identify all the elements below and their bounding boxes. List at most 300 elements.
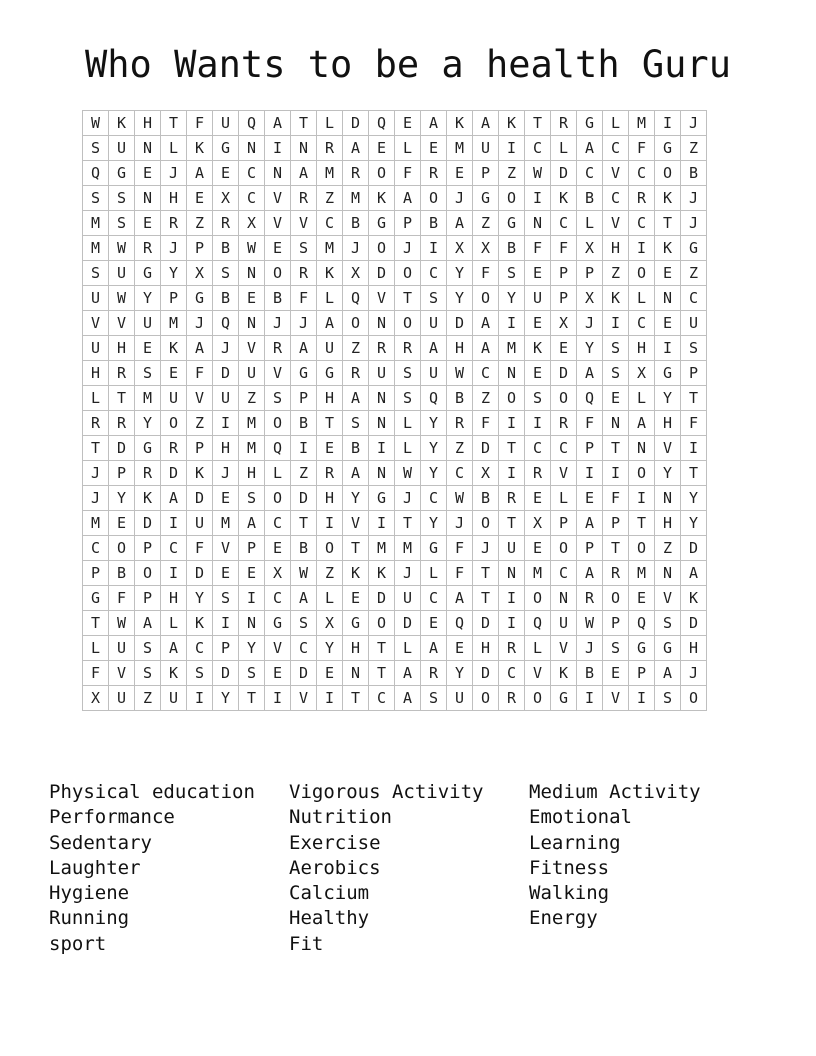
grid-cell: H <box>83 361 109 386</box>
grid-cell: Z <box>317 186 343 211</box>
grid-cell: P <box>161 286 187 311</box>
grid-cell: P <box>213 636 239 661</box>
grid-cell: N <box>603 411 629 436</box>
grid-cell: G <box>473 186 499 211</box>
grid-cell: P <box>83 561 109 586</box>
grid-cell: J <box>291 311 317 336</box>
grid-cell: T <box>343 536 369 561</box>
grid-cell: E <box>161 361 187 386</box>
grid-cell: S <box>109 211 135 236</box>
grid-cell: A <box>343 386 369 411</box>
grid-cell: W <box>577 611 603 636</box>
grid-cell: D <box>291 661 317 686</box>
grid-cell: O <box>629 261 655 286</box>
grid-cell: X <box>213 186 239 211</box>
grid-cell: O <box>551 386 577 411</box>
grid-cell: A <box>577 361 603 386</box>
grid-cell: T <box>681 386 707 411</box>
grid-cell: X <box>447 236 473 261</box>
grid-cell: H <box>681 636 707 661</box>
grid-row <box>83 211 707 236</box>
grid-cell: G <box>629 636 655 661</box>
grid-cell: Y <box>577 336 603 361</box>
grid-cell: J <box>395 486 421 511</box>
grid-cell: T <box>655 211 681 236</box>
grid-cell: L <box>525 636 551 661</box>
grid-cell: D <box>473 436 499 461</box>
grid-cell: C <box>551 561 577 586</box>
grid-cell: G <box>369 486 395 511</box>
grid-cell: K <box>317 261 343 286</box>
grid-cell: I <box>577 461 603 486</box>
grid-cell: Q <box>577 386 603 411</box>
grid-cell: Y <box>135 286 161 311</box>
grid-cell: C <box>551 436 577 461</box>
grid-cell: E <box>525 311 551 336</box>
grid-cell: J <box>447 186 473 211</box>
grid-cell: C <box>473 361 499 386</box>
grid-cell: N <box>239 611 265 636</box>
word-search-grid <box>82 110 707 711</box>
grid-cell: B <box>421 211 447 236</box>
grid-cell: P <box>551 511 577 536</box>
grid-cell: O <box>499 386 525 411</box>
grid-cell: O <box>551 536 577 561</box>
grid-cell: U <box>525 286 551 311</box>
grid-cell: C <box>629 211 655 236</box>
grid-cell: E <box>109 511 135 536</box>
grid-cell: J <box>83 461 109 486</box>
grid-cell: V <box>265 211 291 236</box>
grid-cell: O <box>655 161 681 186</box>
grid-cell: P <box>239 536 265 561</box>
grid-cell: S <box>135 636 161 661</box>
grid-cell: B <box>109 561 135 586</box>
grid-cell: S <box>499 261 525 286</box>
grid-cell: Z <box>655 536 681 561</box>
word-list-item: sport <box>49 932 107 955</box>
grid-cell: A <box>421 111 447 136</box>
grid-cell: A <box>629 411 655 436</box>
grid-cell: J <box>577 636 603 661</box>
grid-cell: R <box>343 361 369 386</box>
grid-cell: M <box>135 386 161 411</box>
grid-cell: U <box>213 386 239 411</box>
grid-cell: Z <box>447 436 473 461</box>
grid-cell: W <box>109 286 135 311</box>
grid-cell: O <box>421 186 447 211</box>
grid-cell: H <box>655 411 681 436</box>
grid-cell: M <box>629 561 655 586</box>
grid-cell: G <box>577 111 603 136</box>
grid-cell: F <box>473 261 499 286</box>
grid-row <box>83 261 707 286</box>
grid-cell: A <box>681 561 707 586</box>
grid-cell: J <box>681 111 707 136</box>
grid-cell: G <box>317 361 343 386</box>
grid-cell: U <box>109 686 135 711</box>
grid-cell: O <box>317 536 343 561</box>
grid-cell: C <box>525 436 551 461</box>
grid-row <box>83 586 707 611</box>
grid-cell: X <box>317 611 343 636</box>
grid-cell: T <box>603 536 629 561</box>
grid-cell: S <box>525 386 551 411</box>
grid-cell: L <box>603 111 629 136</box>
grid-cell: A <box>473 111 499 136</box>
grid-cell: O <box>265 411 291 436</box>
grid-cell: L <box>395 636 421 661</box>
grid-cell: T <box>681 461 707 486</box>
grid-cell: A <box>291 586 317 611</box>
grid-cell: U <box>213 111 239 136</box>
grid-cell: X <box>629 361 655 386</box>
grid-cell: C <box>525 136 551 161</box>
grid-cell: L <box>317 286 343 311</box>
word-list-item: Walking <box>529 882 610 905</box>
grid-cell: A <box>161 636 187 661</box>
grid-cell: N <box>239 261 265 286</box>
grid-cell: S <box>187 661 213 686</box>
grid-cell: X <box>473 236 499 261</box>
grid-cell: L <box>83 636 109 661</box>
grid-cell: G <box>421 536 447 561</box>
grid-cell: E <box>629 586 655 611</box>
grid-cell: I <box>655 336 681 361</box>
grid-cell: N <box>655 286 681 311</box>
grid-cell: U <box>83 336 109 361</box>
word-list-item: Fit <box>289 932 324 955</box>
grid-cell: R <box>265 336 291 361</box>
grid-cell: E <box>213 561 239 586</box>
grid-cell: S <box>213 261 239 286</box>
grid-cell: G <box>213 136 239 161</box>
grid-cell: E <box>525 261 551 286</box>
grid-cell: L <box>317 111 343 136</box>
grid-cell: Q <box>239 111 265 136</box>
grid-cell: F <box>395 161 421 186</box>
grid-cell: Y <box>213 686 239 711</box>
grid-cell: H <box>161 586 187 611</box>
grid-cell: X <box>83 686 109 711</box>
grid-cell: E <box>239 286 265 311</box>
grid-cell: P <box>681 361 707 386</box>
grid-cell: R <box>161 436 187 461</box>
grid-cell: N <box>239 311 265 336</box>
grid-cell: E <box>369 136 395 161</box>
grid-cell: E <box>525 486 551 511</box>
grid-cell: Z <box>239 386 265 411</box>
grid-cell: K <box>369 561 395 586</box>
grid-cell: T <box>525 111 551 136</box>
grid-cell: W <box>109 236 135 261</box>
grid-cell: F <box>577 411 603 436</box>
grid-cell: L <box>265 461 291 486</box>
grid-cell: W <box>395 461 421 486</box>
grid-cell: V <box>265 186 291 211</box>
grid-cell: K <box>161 336 187 361</box>
grid-cell: E <box>135 161 161 186</box>
word-list-item: Physical education <box>49 781 255 803</box>
grid-cell: X <box>473 461 499 486</box>
grid-cell: L <box>629 386 655 411</box>
grid-cell: P <box>577 436 603 461</box>
grid-cell: R <box>135 236 161 261</box>
grid-cell: K <box>343 561 369 586</box>
grid-cell: K <box>551 186 577 211</box>
grid-cell: I <box>499 411 525 436</box>
grid-cell: D <box>135 511 161 536</box>
grid-cell: M <box>629 111 655 136</box>
grid-cell: V <box>655 586 681 611</box>
grid-cell: B <box>473 486 499 511</box>
grid-cell: U <box>421 311 447 336</box>
word-list-column-2 <box>289 780 483 957</box>
grid-cell: T <box>317 411 343 436</box>
word-list-item: Energy <box>529 907 598 930</box>
grid-cell: M <box>369 536 395 561</box>
word-list-item: Hygiene <box>49 882 130 905</box>
word-list-item: Healthy <box>289 907 370 930</box>
grid-cell: O <box>681 686 707 711</box>
grid-cell: Z <box>135 686 161 711</box>
grid-cell: R <box>551 111 577 136</box>
grid-cell: A <box>473 336 499 361</box>
grid-cell: F <box>681 411 707 436</box>
grid-cell: D <box>343 111 369 136</box>
grid-cell: U <box>239 361 265 386</box>
grid-cell: Z <box>473 211 499 236</box>
grid-cell: I <box>161 511 187 536</box>
grid-cell: Z <box>291 461 317 486</box>
grid-cell: S <box>343 411 369 436</box>
grid-cell: K <box>369 186 395 211</box>
grid-cell: E <box>135 211 161 236</box>
grid-cell: V <box>83 311 109 336</box>
grid-row <box>83 236 707 261</box>
grid-cell: U <box>681 311 707 336</box>
grid-row <box>83 436 707 461</box>
grid-cell: F <box>447 536 473 561</box>
grid-cell: R <box>291 186 317 211</box>
grid-cell: I <box>317 511 343 536</box>
grid-cell: G <box>681 236 707 261</box>
grid-cell: R <box>499 686 525 711</box>
grid-cell: P <box>603 611 629 636</box>
grid-cell: L <box>395 411 421 436</box>
grid-cell: I <box>525 411 551 436</box>
grid-cell: T <box>473 561 499 586</box>
grid-cell: Y <box>421 411 447 436</box>
grid-cell: H <box>343 636 369 661</box>
grid-cell: C <box>499 661 525 686</box>
grid-cell: T <box>109 386 135 411</box>
grid-cell: P <box>187 436 213 461</box>
grid-cell: S <box>135 361 161 386</box>
grid-cell: D <box>681 536 707 561</box>
grid-row <box>83 461 707 486</box>
grid-row <box>83 561 707 586</box>
grid-cell: T <box>473 586 499 611</box>
grid-cell: H <box>135 111 161 136</box>
grid-cell: S <box>421 686 447 711</box>
grid-cell: R <box>291 261 317 286</box>
grid-cell: J <box>265 311 291 336</box>
grid-cell: T <box>369 661 395 686</box>
grid-cell: Y <box>499 286 525 311</box>
word-list-item: Learning <box>529 831 621 854</box>
grid-cell: Y <box>109 486 135 511</box>
grid-cell: E <box>603 661 629 686</box>
grid-cell: S <box>395 386 421 411</box>
grid-cell: K <box>525 336 551 361</box>
grid-cell: E <box>135 336 161 361</box>
grid-cell: F <box>525 236 551 261</box>
grid-cell: D <box>473 611 499 636</box>
grid-cell: R <box>317 136 343 161</box>
grid-row <box>83 411 707 436</box>
grid-cell: K <box>655 236 681 261</box>
grid-cell: C <box>291 636 317 661</box>
grid-cell: V <box>187 386 213 411</box>
grid-cell: C <box>83 536 109 561</box>
grid-cell: Y <box>187 586 213 611</box>
grid-cell: Q <box>447 611 473 636</box>
grid-cell: T <box>395 286 421 311</box>
grid-cell: C <box>447 461 473 486</box>
grid-cell: U <box>551 611 577 636</box>
grid-cell: E <box>395 111 421 136</box>
grid-cell: L <box>161 611 187 636</box>
grid-cell: G <box>83 586 109 611</box>
grid-cell: Y <box>655 461 681 486</box>
grid-cell: N <box>135 136 161 161</box>
grid-cell: A <box>291 161 317 186</box>
grid-cell: G <box>109 161 135 186</box>
grid-cell: P <box>135 536 161 561</box>
grid-cell: U <box>473 136 499 161</box>
word-list-item: Sedentary <box>49 831 152 854</box>
grid-cell: N <box>239 136 265 161</box>
grid-cell: K <box>551 661 577 686</box>
grid-cell: E <box>655 311 681 336</box>
grid-body <box>83 111 707 711</box>
grid-cell: P <box>603 511 629 536</box>
grid-cell: J <box>395 561 421 586</box>
grid-cell: B <box>681 161 707 186</box>
word-list-item: Running <box>49 907 130 930</box>
grid-cell: T <box>499 511 525 536</box>
grid-cell: U <box>161 686 187 711</box>
grid-cell: I <box>629 236 655 261</box>
grid-cell: B <box>447 386 473 411</box>
grid-cell: N <box>629 436 655 461</box>
grid-cell: H <box>603 236 629 261</box>
grid-cell: N <box>369 386 395 411</box>
grid-cell: Y <box>161 261 187 286</box>
word-list-item: Emotional <box>529 806 632 829</box>
grid-cell: A <box>447 211 473 236</box>
grid-cell: M <box>83 211 109 236</box>
grid-cell: J <box>343 236 369 261</box>
grid-cell: L <box>421 561 447 586</box>
grid-cell: D <box>213 661 239 686</box>
grid-cell: V <box>109 661 135 686</box>
grid-cell: F <box>109 586 135 611</box>
grid-cell: C <box>603 136 629 161</box>
grid-row <box>83 111 707 136</box>
grid-cell: X <box>577 286 603 311</box>
grid-cell: N <box>291 136 317 161</box>
grid-cell: I <box>239 586 265 611</box>
grid-cell: A <box>265 111 291 136</box>
grid-cell: B <box>577 186 603 211</box>
grid-cell: K <box>681 586 707 611</box>
grid-cell: C <box>681 286 707 311</box>
grid-cell: G <box>187 286 213 311</box>
grid-cell: K <box>603 286 629 311</box>
grid-cell: A <box>447 586 473 611</box>
grid-cell: R <box>109 411 135 436</box>
grid-row <box>83 286 707 311</box>
grid-cell: O <box>525 586 551 611</box>
grid-cell: F <box>187 536 213 561</box>
grid-cell: H <box>317 386 343 411</box>
grid-cell: N <box>369 461 395 486</box>
grid-cell: M <box>239 411 265 436</box>
grid-cell: N <box>369 311 395 336</box>
grid-cell: M <box>525 561 551 586</box>
grid-cell: U <box>109 136 135 161</box>
grid-cell: I <box>577 686 603 711</box>
page-title: Who Wants to be a health Guru <box>84 43 731 86</box>
grid-cell: I <box>525 186 551 211</box>
grid-cell: S <box>655 686 681 711</box>
grid-cell: C <box>629 161 655 186</box>
grid-cell: E <box>447 161 473 186</box>
grid-cell: Y <box>317 636 343 661</box>
grid-cell: R <box>577 586 603 611</box>
grid-cell: D <box>187 486 213 511</box>
grid-cell: Y <box>343 486 369 511</box>
grid-cell: H <box>655 511 681 536</box>
grid-cell: D <box>161 461 187 486</box>
grid-cell: A <box>187 336 213 361</box>
grid-cell: Z <box>681 261 707 286</box>
grid-cell: X <box>343 261 369 286</box>
word-list-item: Nutrition <box>289 806 392 829</box>
grid-cell: T <box>83 436 109 461</box>
grid-cell: E <box>577 486 603 511</box>
grid-cell: A <box>187 161 213 186</box>
grid-cell: Y <box>447 261 473 286</box>
grid-cell: Z <box>317 561 343 586</box>
grid-cell: K <box>655 186 681 211</box>
grid-cell: Y <box>681 486 707 511</box>
word-list-item: Performance <box>49 806 175 829</box>
grid-cell: O <box>109 536 135 561</box>
grid-cell: I <box>629 686 655 711</box>
grid-cell: F <box>473 411 499 436</box>
grid-cell: U <box>161 386 187 411</box>
grid-cell: K <box>187 611 213 636</box>
grid-cell: P <box>187 236 213 261</box>
grid-cell: J <box>83 486 109 511</box>
grid-cell: C <box>161 536 187 561</box>
grid-cell: W <box>83 111 109 136</box>
grid-cell: V <box>265 361 291 386</box>
grid-cell: V <box>265 636 291 661</box>
